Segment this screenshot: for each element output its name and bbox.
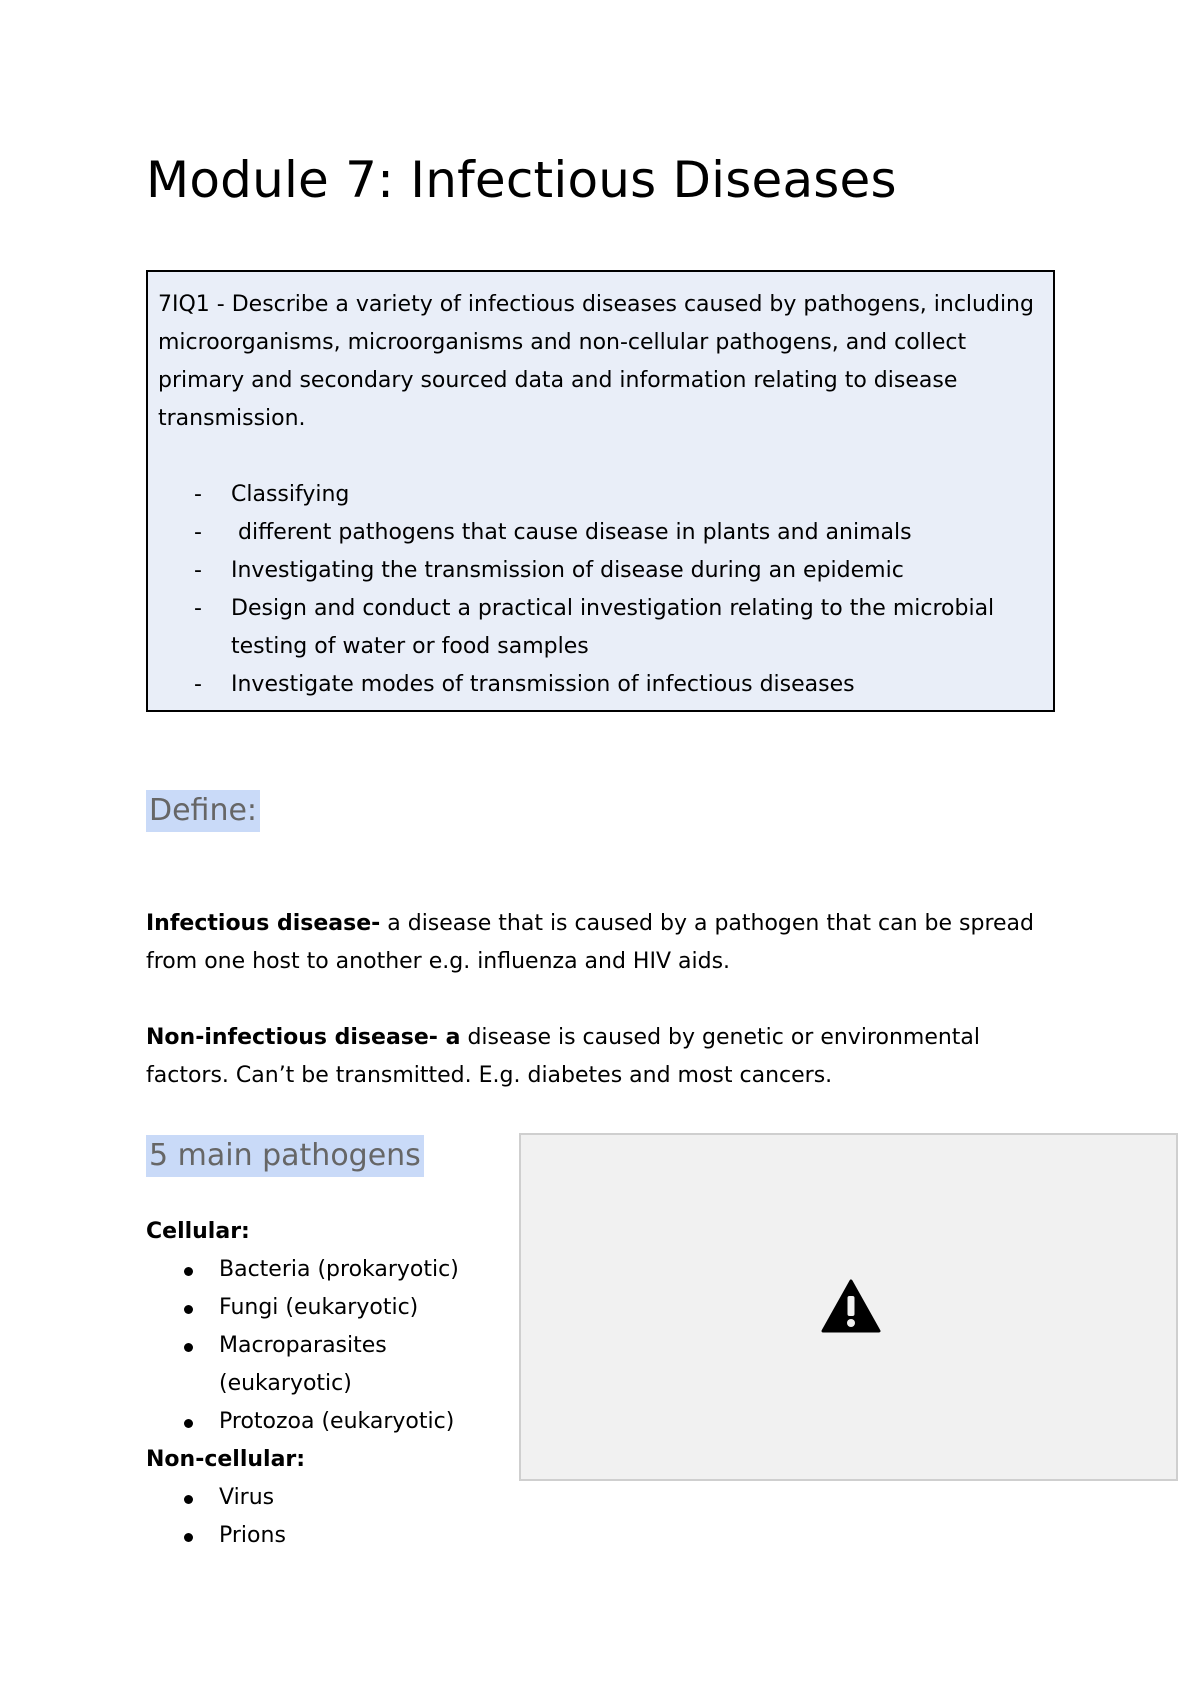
page-title: Module 7: Infectious Diseases (146, 151, 897, 209)
dash-marker: - (194, 482, 202, 507)
list-item-text: Classifying (231, 482, 350, 507)
dash-marker: - (194, 672, 202, 697)
infectious-disease-term: Infectious disease- (146, 911, 381, 936)
list-item-text: Bacteria (prokaryotic) (219, 1257, 459, 1282)
cellular-label: Cellular: (146, 1219, 250, 1244)
list-item (158, 590, 1043, 666)
inquiry-question-text: 7IQ1 - Describe a variety of infectious diseases caused by pathogens, including microorganisms, microorganisms and non-cellular pathogens, and collect primary and secondary sourced data and information relating to disease transmission. (158, 292, 1034, 431)
list-item (146, 1251, 506, 1289)
inquiry-question-box (146, 270, 1055, 712)
dash-marker: - (194, 520, 202, 545)
non-infectious-disease-text: disease is caused by genetic or environmental factors. Can’t be transmitted. E.g. diabetes and most cancers. (146, 1025, 981, 1088)
non-cellular-list (146, 1479, 506, 1555)
non-infectious-disease-term: Non-infectious disease- a (146, 1025, 461, 1050)
list-item (146, 1289, 506, 1327)
broken-image-placeholder (519, 1133, 1178, 1481)
list-item (158, 476, 1043, 514)
bullet-icon (184, 1305, 193, 1314)
list-item (146, 1327, 429, 1403)
list-item (146, 1479, 506, 1517)
list-item-text: Fungi (eukaryotic) (219, 1295, 419, 1320)
non-cellular-label: Non-cellular: (146, 1447, 306, 1472)
infectious-disease-text: a disease that is caused by a pathogen that can be spread from one host to another e.g. influenza and HIV aids. (146, 911, 1035, 974)
list-item-text: Protozoa (eukaryotic) (219, 1409, 455, 1434)
define-heading: Define: (146, 790, 260, 832)
non-infectious-disease-definition (146, 1019, 1046, 1095)
bullet-icon (184, 1267, 193, 1276)
infectious-disease-definition (146, 905, 1046, 981)
pathogens-list (146, 1213, 506, 1555)
pathogens-heading: 5 main pathogens (146, 1135, 424, 1177)
bullet-icon (184, 1495, 193, 1504)
list-item (158, 552, 1043, 590)
list-item (158, 666, 1043, 704)
list-item-text: Macroparasites (eukaryotic) (219, 1333, 387, 1396)
list-item-text: Virus (219, 1485, 275, 1510)
bullet-icon (184, 1419, 193, 1428)
list-item-text: Prions (219, 1523, 286, 1548)
list-item (158, 514, 1043, 552)
list-item-text: Investigate modes of transmission of infectious diseases (231, 672, 855, 697)
list-item-text: Design and conduct a practical investigation relating to the microbial testing of water or food samples (231, 596, 995, 659)
list-item (146, 1403, 506, 1441)
list-item (146, 1517, 506, 1555)
dash-marker: - (194, 596, 202, 621)
warning-icon (821, 1279, 881, 1333)
inquiry-list (158, 476, 1043, 704)
bullet-icon (184, 1533, 193, 1542)
cellular-list (146, 1251, 506, 1441)
dash-marker: - (194, 558, 202, 583)
list-item-text: Investigating the transmission of disease during an epidemic (231, 558, 904, 583)
list-item-text: different pathogens that cause disease in plants and animals (231, 520, 912, 545)
bullet-icon (184, 1343, 193, 1352)
